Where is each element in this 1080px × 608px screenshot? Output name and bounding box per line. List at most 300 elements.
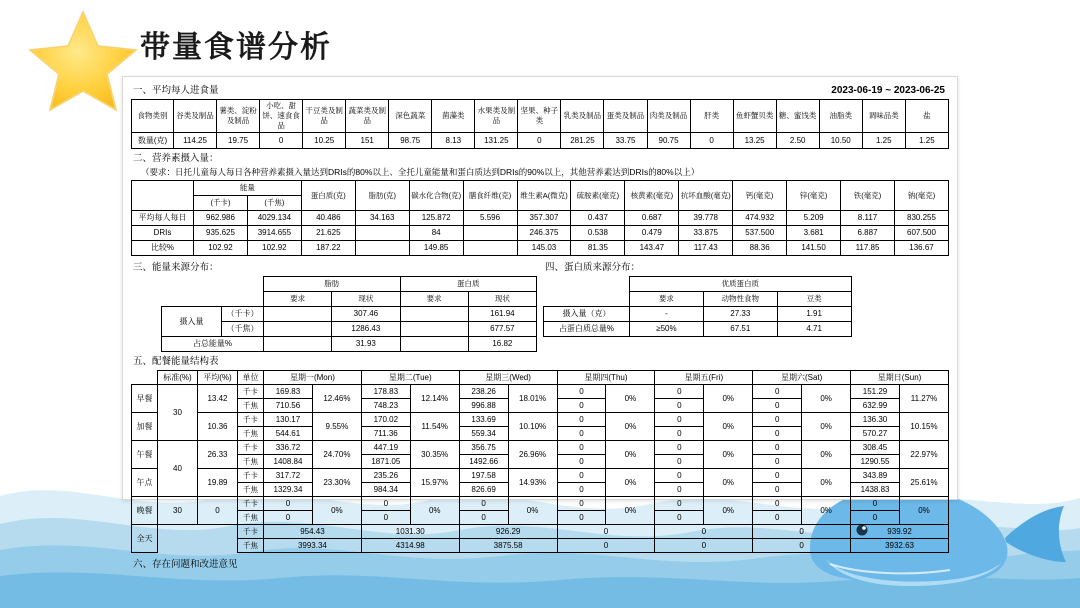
col-head: 乳类及制品	[561, 100, 604, 133]
cell: 0	[753, 497, 802, 511]
cell: 161.94	[468, 307, 536, 322]
cell: 996.88	[459, 399, 508, 413]
cell: 1.25	[862, 133, 905, 149]
cell: 0%	[606, 413, 655, 441]
cell: 0	[260, 133, 303, 149]
cell: 0	[655, 525, 753, 539]
unit-kcal: 千卡	[238, 469, 264, 483]
cell: 145.03	[517, 241, 571, 256]
col-head: 要求	[400, 292, 468, 307]
cell: 6.887	[841, 226, 895, 241]
cell: 143.47	[625, 241, 679, 256]
cell: 84	[409, 226, 463, 241]
cell: 22.97%	[899, 441, 948, 469]
col-head: (千卡)	[194, 196, 248, 211]
row-label: DRIs	[132, 226, 194, 241]
cell: 0	[851, 511, 900, 525]
cell: 357.307	[517, 211, 571, 226]
table-row	[132, 226, 949, 241]
col-head: 核黄素(毫克)	[625, 181, 679, 211]
cell: -	[630, 307, 704, 322]
col-head: 星期三(Wed)	[459, 371, 557, 385]
table-row	[162, 307, 537, 322]
table-row	[132, 241, 949, 256]
cell: 30	[158, 497, 198, 525]
section-2-note: （要求：日托儿童每人每日各种营养素摄入量达到DRIs的80%以上、全托儿童能量和蛋白质达到DRIs的90%以上，其他营养素达到DRIs的80%以上）	[141, 167, 700, 177]
cell	[463, 226, 517, 241]
cell: 114.25	[174, 133, 217, 149]
cell: 343.89	[851, 469, 900, 483]
col-head: 现状	[332, 292, 400, 307]
spacer-cell	[162, 277, 264, 292]
section-5-header	[133, 356, 949, 368]
cell: 33.75	[604, 133, 647, 149]
col-head: 碳水化合物(克)	[409, 181, 463, 211]
cell: 0	[753, 539, 851, 553]
col-head: 动物性食物	[703, 292, 777, 307]
cell: 0%	[312, 497, 361, 525]
col-head: 蛋白质	[400, 277, 537, 292]
row-label: 摄入量	[162, 307, 222, 337]
cell: 984.34	[361, 483, 410, 497]
unit-kcal: 千卡	[238, 385, 264, 399]
table-row	[132, 469, 949, 483]
cell: 40.486	[301, 211, 355, 226]
section-2-label: 二、营养素摄入量：	[133, 153, 219, 164]
cell: 26.96%	[508, 441, 557, 469]
table-row	[132, 211, 949, 226]
cell: 0	[557, 455, 606, 469]
cell: 308.45	[851, 441, 900, 455]
cell: 88.36	[733, 241, 787, 256]
cell: 10.15%	[899, 413, 948, 441]
table-row	[132, 100, 949, 133]
col-head: 要求	[630, 292, 704, 307]
cell: 117.43	[679, 241, 733, 256]
cell: 10.10%	[508, 413, 557, 441]
col-head: 调味品类	[862, 100, 905, 133]
col-head: 薯类、淀粉及制品	[217, 100, 260, 133]
cell: 25.61%	[899, 469, 948, 497]
cell: 21.625	[301, 226, 355, 241]
table-row	[132, 497, 949, 511]
cell: 559.34	[459, 427, 508, 441]
row-label: 平均每人每日	[132, 211, 194, 226]
cell: 5.209	[787, 211, 841, 226]
cell: 0%	[704, 469, 753, 497]
cell: 939.92	[851, 525, 949, 539]
cell: 8.13	[432, 133, 475, 149]
cell: 27.33	[703, 307, 777, 322]
section-2-header	[133, 153, 949, 165]
col-head: 水果类及制品	[475, 100, 518, 133]
cell: 0	[655, 455, 704, 469]
cell: 246.375	[517, 226, 571, 241]
row-label: 摄入量（克）	[544, 307, 630, 322]
col-head: 蛋类及制品	[604, 100, 647, 133]
cell: 235.26	[361, 469, 410, 483]
row-sub-label: （千卡）	[222, 307, 264, 322]
cell: 3932.63	[851, 539, 949, 553]
cell: 13.25	[733, 133, 776, 149]
table-row	[544, 322, 852, 337]
cell: 0	[557, 483, 606, 497]
cell: 0	[264, 497, 313, 511]
cell: 0	[753, 511, 802, 525]
cell: 1.25	[905, 133, 948, 149]
col-head: 维生素A(微克)	[517, 181, 571, 211]
table-meal-structure	[131, 370, 949, 553]
row-label: 占蛋白质总量%	[544, 322, 630, 337]
cell: 125.872	[409, 211, 463, 226]
cell: 0%	[606, 469, 655, 497]
food-category-label: 食物类别	[132, 100, 174, 133]
col-head: 坚果、种子类	[518, 100, 561, 133]
spacer-cell	[544, 292, 630, 307]
row-label: 比较%	[132, 241, 194, 256]
cell: 0	[518, 133, 561, 149]
cell: 67.51	[703, 322, 777, 337]
cell: 1329.34	[264, 483, 313, 497]
table-protein-source	[543, 276, 852, 337]
cell: 0	[753, 525, 851, 539]
cell: 34.163	[355, 211, 409, 226]
cell	[400, 307, 468, 322]
col-head: 蔬菜类及制品	[346, 100, 389, 133]
cell: 1408.84	[264, 455, 313, 469]
section-1-header	[133, 85, 949, 97]
cell: 748.23	[361, 399, 410, 413]
col-head: 小吃、甜饼、速食食品	[260, 100, 303, 133]
cell: 14.93%	[508, 469, 557, 497]
col-head: 星期日(Sun)	[851, 371, 949, 385]
col-head: 优质蛋白质	[630, 277, 852, 292]
table-row	[162, 277, 537, 292]
spacer-cell	[132, 371, 158, 385]
cell: 537.500	[733, 226, 787, 241]
section-1-label: 一、平均每人进食量	[133, 85, 219, 96]
cell: 2.50	[776, 133, 819, 149]
cell: 19.89	[198, 469, 238, 497]
page-title: 带量食谱分析	[140, 31, 332, 64]
quantity-label: 数量(克)	[132, 133, 174, 149]
cell: 954.43	[264, 525, 362, 539]
meal-label: 加餐	[132, 413, 158, 441]
section-4-header	[545, 262, 949, 274]
cell: 13.42	[198, 385, 238, 413]
unit-kcal: 千卡	[238, 441, 264, 455]
col-head: 单位	[238, 371, 264, 385]
cell: 16.82	[468, 337, 536, 352]
cell: 3875.58	[459, 539, 557, 553]
cell: 926.29	[459, 525, 557, 539]
cell: 0%	[704, 497, 753, 525]
cell: 1290.55	[851, 455, 900, 469]
cell: 0	[655, 483, 704, 497]
col-head: 要求	[264, 292, 332, 307]
total-label: 全天	[132, 525, 158, 553]
cell: 0	[753, 399, 802, 413]
cell: 0	[655, 413, 704, 427]
cell: 40	[158, 441, 198, 497]
cell: 0	[557, 427, 606, 441]
cell: 98.75	[389, 133, 432, 149]
cell: 0	[655, 469, 704, 483]
col-head: 干豆类及制品	[303, 100, 346, 133]
cell: 30	[158, 385, 198, 441]
table-row	[162, 292, 537, 307]
cell: 0%	[802, 441, 851, 469]
section-5-label: 五、配餐能量结构表	[133, 356, 219, 367]
cell: 24.70%	[312, 441, 361, 469]
cell: 0	[753, 413, 802, 427]
table-row	[132, 133, 949, 149]
cell: 3.681	[787, 226, 841, 241]
col-head: 糖、蜜饯类	[776, 100, 819, 133]
cell: 0	[361, 497, 410, 511]
cell	[463, 241, 517, 256]
col-head: 谷类及制品	[174, 100, 217, 133]
cell: 0%	[606, 385, 655, 413]
col-head: 肝类	[690, 100, 733, 133]
cell: 0	[557, 511, 606, 525]
col-head: 脂肪(克)	[355, 181, 409, 211]
cell: 1492.66	[459, 455, 508, 469]
cell: 0	[655, 399, 704, 413]
cell: 0	[655, 385, 704, 399]
cell: 11.27%	[899, 385, 948, 413]
cell: 197.58	[459, 469, 508, 483]
cell: 102.92	[194, 241, 248, 256]
cell: 0.538	[571, 226, 625, 241]
cell: 0	[264, 511, 313, 525]
date-range: 2023-06-19 ~ 2023-06-25	[831, 85, 945, 96]
col-head: 标准(%)	[158, 371, 198, 385]
cell: 0	[753, 427, 802, 441]
unit-kj: 千焦	[238, 539, 264, 553]
cell: 8.117	[841, 211, 895, 226]
cell: 178.83	[361, 385, 410, 399]
table-row	[132, 371, 949, 385]
spacer-cell	[198, 525, 238, 553]
col-head: 豆类	[777, 292, 851, 307]
cell: 26.33	[198, 441, 238, 469]
col-head: 膳食纤维(克)	[463, 181, 517, 211]
cell	[400, 337, 468, 352]
cell	[264, 322, 332, 337]
col-head: 抗坏血酸(毫克)	[679, 181, 733, 211]
cell: 0	[655, 427, 704, 441]
cell: 0	[753, 385, 802, 399]
cell: 0.479	[625, 226, 679, 241]
cell: 935.625	[194, 226, 248, 241]
meal-label: 午点	[132, 469, 158, 497]
cell: 3993.34	[264, 539, 362, 553]
spacer-cell	[544, 277, 630, 292]
table-row	[132, 525, 949, 539]
cell: 18.01%	[508, 385, 557, 413]
cell: 12.46%	[312, 385, 361, 413]
col-head: 脂肪	[264, 277, 401, 292]
cell: 0	[459, 511, 508, 525]
cell: 0	[655, 441, 704, 455]
col-head: 锌(毫克)	[787, 181, 841, 211]
cell: 0	[557, 539, 655, 553]
cell: 962.986	[194, 211, 248, 226]
cell: 826.69	[459, 483, 508, 497]
table-energy-source	[161, 276, 537, 352]
cell: 0%	[410, 497, 459, 525]
col-head: 菌藻类	[432, 100, 475, 133]
row-sub-label: （千焦）	[222, 322, 264, 337]
col-head: 星期一(Mon)	[264, 371, 362, 385]
cell: 81.35	[571, 241, 625, 256]
table-row	[132, 441, 949, 455]
cell	[264, 337, 332, 352]
spacer-cell	[162, 292, 264, 307]
cell: 0%	[704, 413, 753, 441]
cell: 169.83	[264, 385, 313, 399]
col-head: 星期六(Sat)	[753, 371, 851, 385]
section-3-label: 三、能量来源分布：	[133, 262, 219, 273]
cell: 0	[557, 399, 606, 413]
cell: 570.27	[851, 427, 900, 441]
table-row	[544, 277, 852, 292]
cell: 0.437	[571, 211, 625, 226]
cell: 0	[557, 497, 606, 511]
col-head: 星期二(Tue)	[361, 371, 459, 385]
cell: 0	[851, 497, 900, 511]
table-nutrients	[131, 180, 949, 256]
cell: 11.54%	[410, 413, 459, 441]
col-head: 平均(%)	[198, 371, 238, 385]
cell: 3914.655	[247, 226, 301, 241]
cell: 0	[361, 511, 410, 525]
cell	[264, 307, 332, 322]
cell: 4314.98	[361, 539, 459, 553]
cell: 544.61	[264, 427, 313, 441]
cell: 0%	[606, 441, 655, 469]
cell: 102.92	[247, 241, 301, 256]
table-row	[132, 181, 949, 196]
cell: 19.75	[217, 133, 260, 149]
section-6-label: 六、存在问题和改进意见	[133, 559, 238, 570]
cell: 149.85	[409, 241, 463, 256]
cell: 5.596	[463, 211, 517, 226]
table-row	[132, 413, 949, 427]
cell: 0%	[606, 497, 655, 525]
cell: 130.17	[264, 413, 313, 427]
cell: 30.35%	[410, 441, 459, 469]
report-sheet	[122, 76, 958, 570]
cell: 0%	[802, 469, 851, 497]
col-head: 油脂类	[819, 100, 862, 133]
col-head: 星期五(Fri)	[655, 371, 753, 385]
cell: 0	[198, 497, 238, 525]
cell: 0%	[899, 497, 948, 525]
cell: 15.97%	[410, 469, 459, 497]
cell: 136.30	[851, 413, 900, 427]
cell: 4029.134	[247, 211, 301, 226]
col-head: (千焦)	[247, 196, 301, 211]
cell: 0%	[704, 441, 753, 469]
table-row	[544, 307, 852, 322]
table-row	[544, 292, 852, 307]
cell: 136.67	[894, 241, 948, 256]
cell: 317.72	[264, 469, 313, 483]
cell: 0%	[704, 385, 753, 413]
cell: 1.91	[777, 307, 851, 322]
cell: 0.687	[625, 211, 679, 226]
row-label: 占总能量%	[162, 337, 264, 352]
cell: 356.75	[459, 441, 508, 455]
cell	[355, 241, 409, 256]
table-intake	[131, 99, 949, 149]
col-head: 现状	[468, 292, 536, 307]
unit-kcal: 千卡	[238, 497, 264, 511]
cell: ≥50%	[630, 322, 704, 337]
col-head: 钠(毫克)	[894, 181, 948, 211]
table-row	[132, 385, 949, 399]
cell: 117.85	[841, 241, 895, 256]
cell: 711.36	[361, 427, 410, 441]
cell: 0	[655, 511, 704, 525]
cell: 0	[655, 539, 753, 553]
col-head: 肉类及制品	[647, 100, 690, 133]
col-head: 蛋白质(克)	[301, 181, 355, 211]
cell: 170.02	[361, 413, 410, 427]
cell: 447.19	[361, 441, 410, 455]
cell: 0	[557, 469, 606, 483]
cell: 474.932	[733, 211, 787, 226]
col-head: 鱼虾蟹贝类	[733, 100, 776, 133]
cell: 0	[655, 497, 704, 511]
cell: 607.500	[894, 226, 948, 241]
cell: 23.30%	[312, 469, 361, 497]
cell: 281.25	[561, 133, 604, 149]
table-row	[132, 539, 949, 553]
meal-label: 午餐	[132, 441, 158, 469]
cell: 0%	[802, 385, 851, 413]
cell	[355, 226, 409, 241]
cell: 307.46	[332, 307, 400, 322]
col-head: 能量	[194, 181, 302, 196]
unit-kj: 千焦	[238, 511, 264, 525]
cell: 0	[557, 413, 606, 427]
cell: 0	[753, 455, 802, 469]
cell: 39.778	[679, 211, 733, 226]
cell: 677.57	[468, 322, 536, 337]
meal-label: 晚餐	[132, 497, 158, 525]
cell: 9.55%	[312, 413, 361, 441]
cell: 0	[557, 525, 655, 539]
col-head: 星期四(Thu)	[557, 371, 655, 385]
cell: 0	[557, 441, 606, 455]
cell: 141.50	[787, 241, 841, 256]
cell: 31.93	[332, 337, 400, 352]
cell: 1438.83	[851, 483, 900, 497]
corner-cell	[132, 181, 194, 211]
cell: 1871.05	[361, 455, 410, 469]
spacer-cell	[158, 525, 198, 553]
cell: 0%	[508, 497, 557, 525]
unit-kj: 千焦	[238, 455, 264, 469]
meal-label: 早餐	[132, 385, 158, 413]
cell: 10.25	[303, 133, 346, 149]
cell: 336.72	[264, 441, 313, 455]
cell: 133.69	[459, 413, 508, 427]
cell: 0	[753, 441, 802, 455]
